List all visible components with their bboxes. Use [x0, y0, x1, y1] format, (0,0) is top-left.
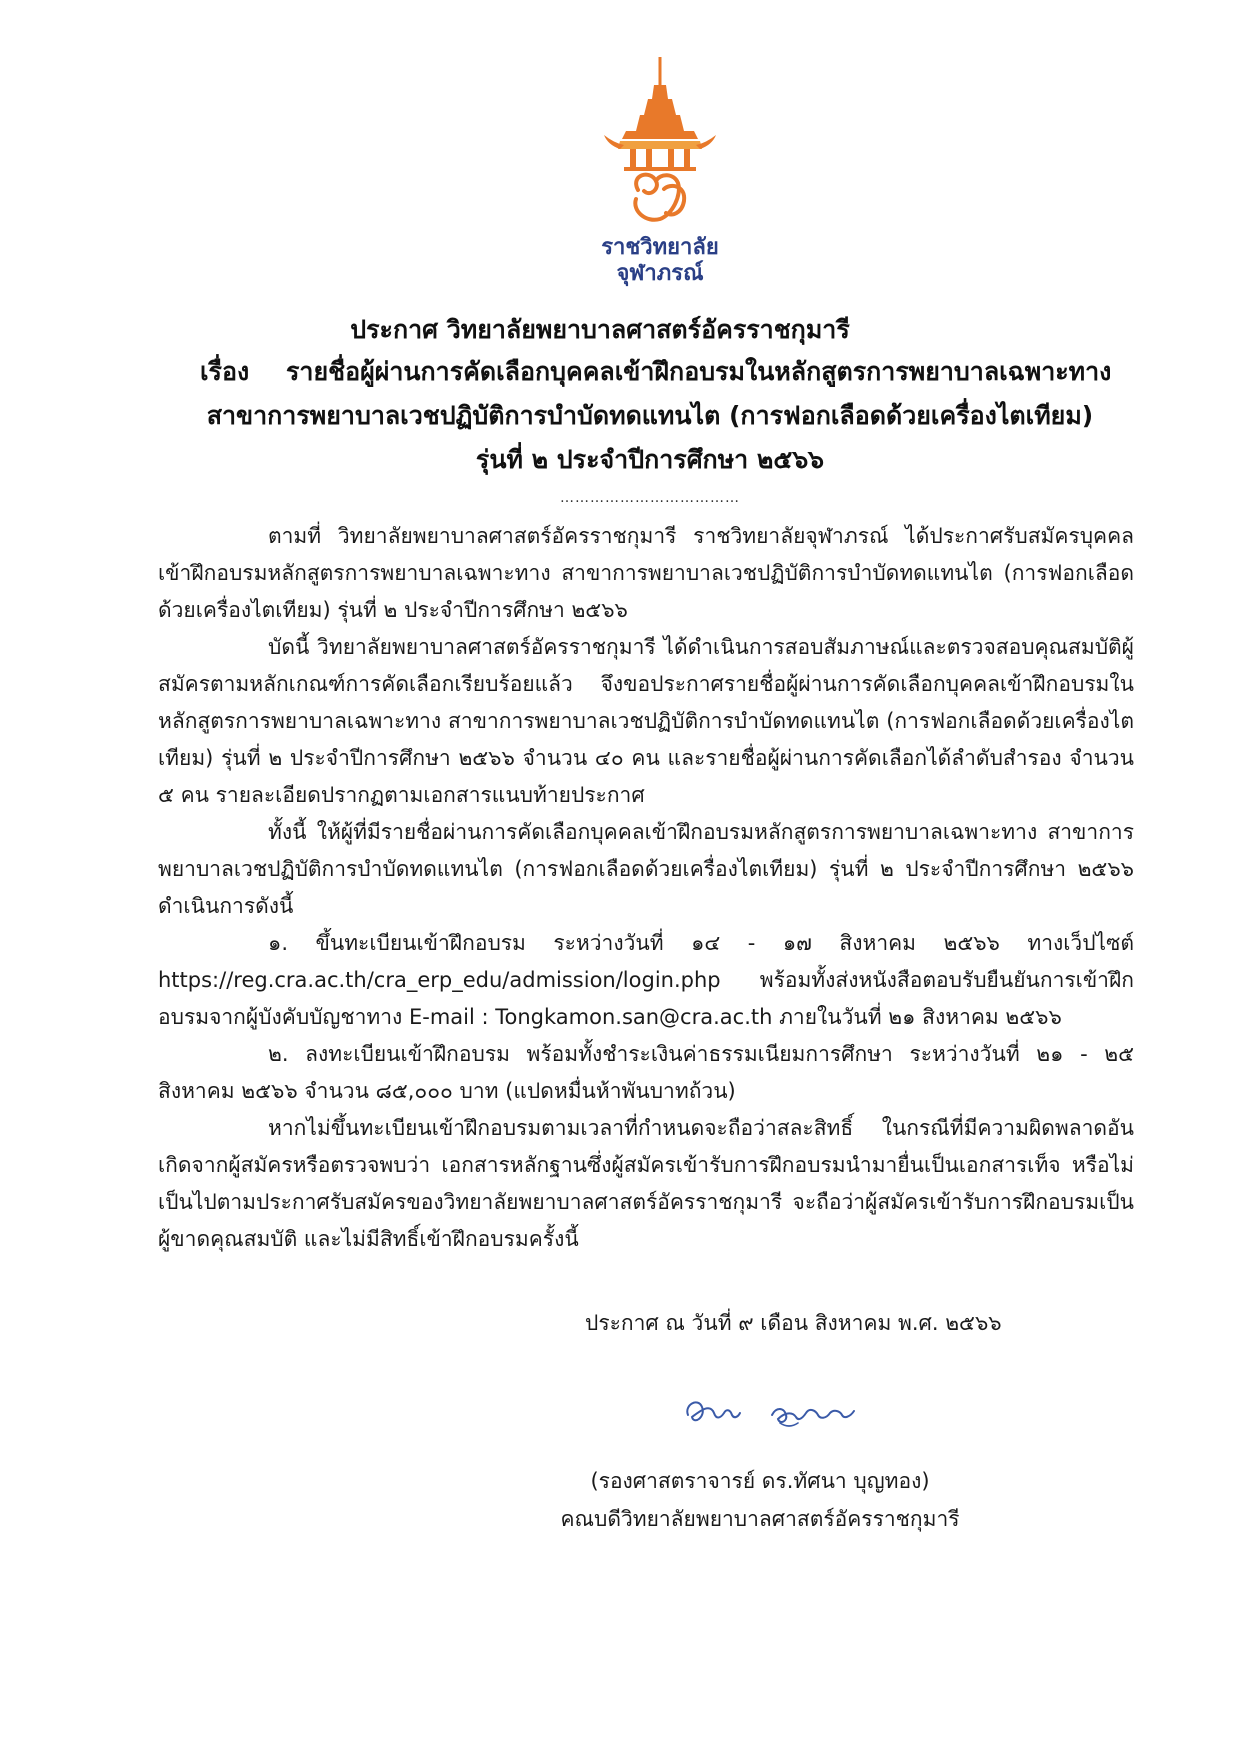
separator-dots: ……………………………… — [560, 490, 740, 506]
paragraph-intro: ตามที่ วิทยาลัยพยาบาลศาสตร์อัครราชกุมารี ราชวิทยาลัยจุฬาภรณ์ ได้ประกาศรับสมัครบุคคลเข้าฝึกอบรมหลักสูตรการพยาบาลเฉพาะทาง สาขาการพยาบาลเวชปฏิบัติการบำบัดทดแทนไต (การฟอกเลือดด้วยเครื่องไตเทียม) รุ่นที่ ๒ ประจำปีการศึกษา ๒๕๖๖ — [158, 524, 1134, 622]
paragraph-result: บัดนี้ วิทยาลัยพยาบาลศาสตร์อัครราชกุมารี ได้ดำเนินการสอบสัมภาษณ์และตรวจสอบคุณสมบัติผู้สมัครตามหลักเกณฑ์การคัดเลือกเรียบร้อยแล้ว จึงขอประกาศรายชื่อผู้ผ่านการคัดเลือกบุคคลเข้าฝึกอบรมในหลักสูตรการพยาบาลเฉพาะทาง สาขาการพยาบาลเวชปฏิบัติการบำบัดทดแทนไต (การฟอกเลือดด้วยเครื่องไตเทียม) รุ่นที่ ๒ ประจำปีการศึกษา ๒๕๖๖ จำนวน ๔๐ คน และรายชื่อผู้ผ่านการคัดเลือกได้ลำดับสำรอง จำนวน ๕ คน รายละเอียดปรากฏตามเอกสารแนบท้ายประกาศ — [158, 635, 1134, 807]
announcement-title: ประกาศ วิทยาลัยพยาบาลศาสตร์อัครราชกุมารี — [350, 315, 850, 344]
subject-text-line1: รายชื่อผู้ผ่านการคัดเลือกบุคคลเข้าฝึกอบรมในหลักสูตรการพยาบาลเฉพาะทาง — [286, 357, 1112, 386]
subject-text-line3: รุ่นที่ ๒ ประจำปีการศึกษา ๒๕๖๖ — [475, 445, 825, 474]
crown-emblem-icon — [590, 55, 730, 235]
signer-name: (รองศาสตราจารย์ ดร.ทัศนา บุญทอง) — [590, 1469, 930, 1493]
logo-text-line1: ราชวิทยาลัย — [601, 235, 719, 260]
announcement-date: ประกาศ ณ วันที่ ๙ เดือน สิงหาคม พ.ศ. ๒๕๖๖ — [585, 1311, 1002, 1335]
college-logo — [590, 55, 730, 295]
signer-title: คณบดีวิทยาลัยพยาบาลศาสตร์อัครราชกุมารี — [560, 1507, 960, 1531]
paragraph-step-2: ๒. ลงทะเบียนเข้าฝึกอบรม พร้อมทั้งชำระเงินค่าธรรมเนียมการศึกษา ระหว่างวันที่ ๒๑ - ๒๕ สิงหาคม ๒๕๖๖ จำนวน ๘๕,๐๐๐ บาท (แปดหมื่นห้าพันบาทถ้วน) — [158, 1042, 1134, 1103]
announcement-body — [158, 518, 1134, 1258]
paragraph-instructions: ทั้งนี้ ให้ผู้ที่มีรายชื่อผ่านการคัดเลือกบุคคลเข้าฝึกอบรมหลักสูตรการพยาบาลเฉพาะทาง สาขาการพยาบาลเวชปฏิบัติการบำบัดทดแทนไต (การฟอกเลือดด้วยเครื่องไตเทียม) รุ่นที่ ๒ ประจำปีการศึกษา ๒๕๖๖ ดำเนินการดังนี้ — [158, 820, 1134, 918]
handwritten-signature — [680, 1385, 870, 1435]
paragraph-conditions: หากไม่ขึ้นทะเบียนเข้าฝึกอบรมตามเวลาที่กำหนดจะถือว่าสละสิทธิ์ ในกรณีที่มีความผิดพลาดอันเกิดจากผู้สมัครหรือตรวจพบว่า เอกสารหลักฐานซึ่งผู้สมัครเข้ารับการฝึกอบรมนำมายื่นเป็นเอกสารเท็จ หรือไม่เป็นไปตามประกาศรับสมัครของวิทยาลัยพยาบาลศาสตร์อัครราชกุมารี จะถือว่าผู้สมัครเข้ารับการฝึกอบรมเป็นผู้ขาดคุณสมบัติ และไม่มีสิทธิ์เข้าฝึกอบรมครั้งนี้ — [158, 1116, 1134, 1251]
logo-text-line2: จุฬาภรณ์ — [616, 261, 704, 286]
subject-label: เรื่อง — [200, 357, 250, 386]
paragraph-step-1: ๑. ขึ้นทะเบียนเข้าฝึกอบรม ระหว่างวันที่ ๑๔ - ๑๗ สิงหาคม ๒๕๖๖ ทางเว็ปไซต์ https://reg.cra.ac.th/cra_erp_edu/admission/login.php พร้อมทั้งส่งหนังสือตอบรับยืนยันการเข้าฝึกอบรมจากผู้บังคับบัญชาทาง E-mail : Tongkamon.san@cra.ac.th ภายในวันที่ ๒๑ สิงหาคม ๒๕๖๖ — [158, 931, 1134, 1029]
subject-text-line2: สาขาการพยาบาลเวชปฏิบัติการบำบัดทดแทนไต (การฟอกเลือดด้วยเครื่องไตเทียม) — [206, 401, 1094, 430]
